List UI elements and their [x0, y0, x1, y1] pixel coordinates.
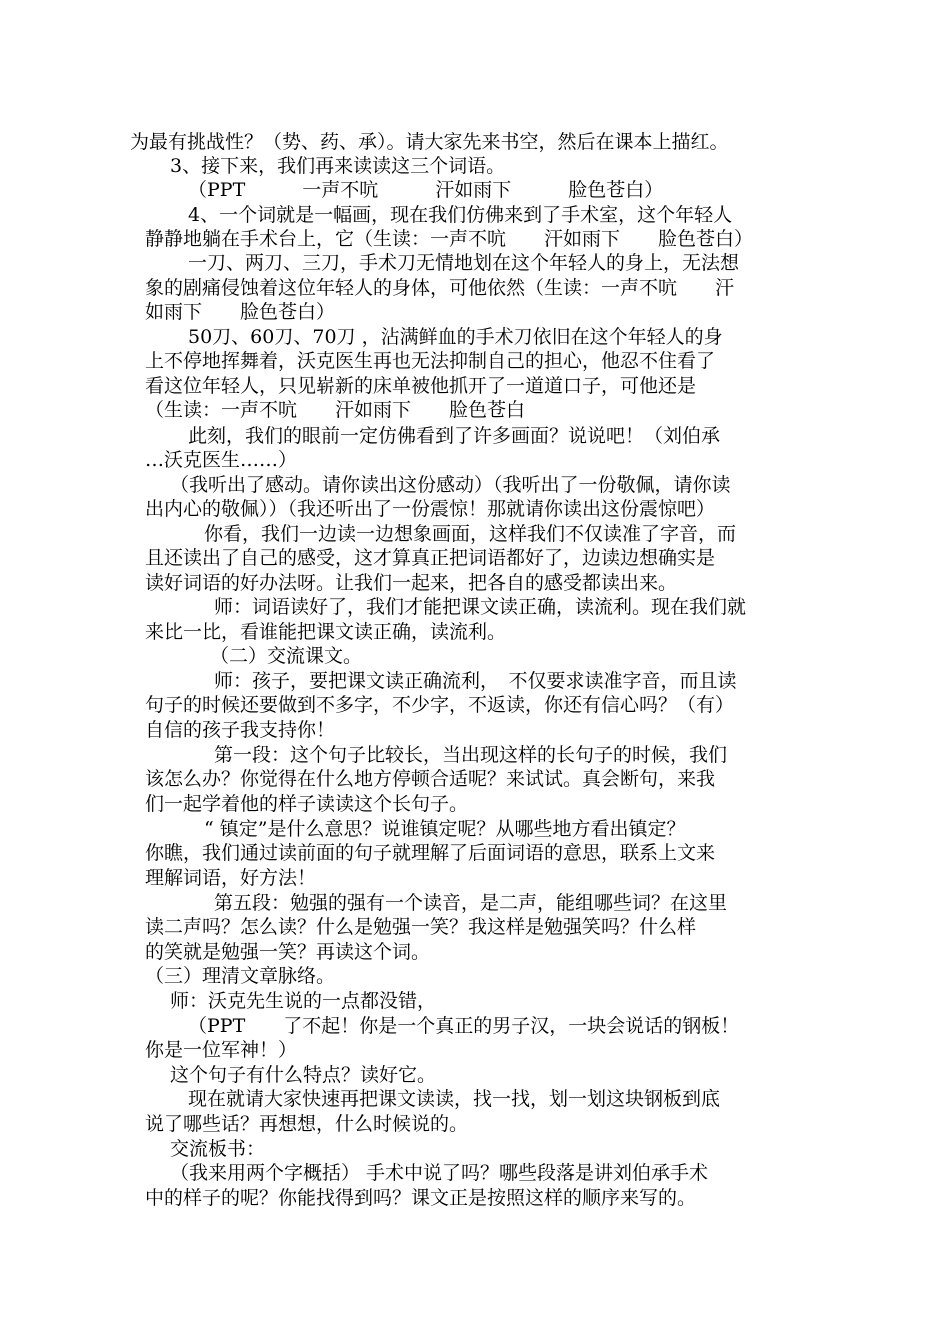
text-line: （PPT 一声不吭 汗如雨下 脸色苍白）: [188, 179, 664, 201]
text-line: 中的样子的呢？你能找得到吗？课文正是按照这样的顺序来写的。: [145, 1187, 697, 1209]
text-line: 自信的孩子我支持你！: [145, 719, 336, 741]
text-line: （PPT 了不起！你是一个真正的男子汉，一块会说话的钢板！: [188, 1015, 740, 1037]
text-line: 这个句子有什么特点？读好它。: [170, 1064, 437, 1086]
text-line: 你是一位军神！）: [145, 1039, 298, 1061]
text-line: 第一段：这个句子比较长，当出现这样的长句子的时候，我们: [214, 744, 728, 766]
section-heading: （二）交流课文。: [210, 645, 363, 667]
text-line: 句子的时候还要做到不多字，不少字，不返读，你还有信心吗？（有）: [145, 694, 735, 716]
text-line: 象的剧痛侵蚀着这位年轻人的身体，可他依然（生读：一声不吭 汗: [145, 277, 735, 299]
text-line: 的笑就是勉强一笑？再读这个词。: [145, 941, 431, 963]
text-line: 出内心的敬佩））（我还听出了一份震惊！那就请你读出这份震惊吧）: [145, 498, 716, 520]
text-line: 看这位年轻人，只见崭新的床单被他抓开了一道道口子，可他还是: [145, 375, 697, 397]
text-line: 上不停地挥舞着，沃克医生再也无法抑制自己的担心，他忍不住看了: [145, 350, 716, 372]
text-line: 第五段：勉强的强有一个读音，是二声，能组哪些词？在这里: [214, 892, 728, 914]
text-line: 50刀、60刀、70刀 ，沾满鲜血的手术刀依旧在这个年轻人的身: [188, 326, 723, 348]
text-line: 4、一个词就是一幅画，现在我们仿佛来到了手术室，这个年轻人: [188, 204, 733, 226]
text-line: 交流板书：: [170, 1138, 266, 1160]
text-line: 此刻，我们的眼前一定仿佛看到了许多画面？说说吧！（刘伯承: [188, 425, 721, 447]
text-line: 一刀、两刀、三刀，手术刀无情地划在这个年轻人的身上，无法想: [188, 252, 740, 274]
text-line: 理解词语，好方法！: [145, 867, 317, 889]
text-line: 师：词语读好了，我们才能把课文读正确，读流利。现在我们就: [214, 596, 747, 618]
text-line: 师：孩子，要把课文读正确流利， 不仅要求读准字音，而且读: [214, 670, 737, 692]
text-line: 们一起学着他的样子读读这个长句子。: [145, 793, 469, 815]
text-line: 3、接下来，我们再来读读这三个词语。: [170, 155, 506, 177]
text-line: “ 镇定”是什么意思？说谁镇定呢？从哪些地方看出镇定？: [204, 818, 686, 840]
text-line: 为最有挑战性？（势、药、承）。请大家先来书空，然后在课本上描红。: [130, 131, 729, 153]
text-line: …沃克医生……）: [145, 449, 298, 471]
text-line: （我听出了感动。请你读出这份感动）（我听出了一份敬佩，请你读: [170, 474, 731, 496]
text-line: （我来用两个字概括） 手术中说了吗？哪些段落是讲刘伯承手术: [170, 1162, 709, 1184]
text-line: 读二声吗？怎么读？什么是勉强一笑？我这样是勉强笑吗？什么样: [145, 916, 697, 938]
text-line: （生读：一声不吭 汗如雨下 脸色苍白: [145, 399, 526, 421]
text-line: 静静地躺在手术台上，它（生读：一声不吭 汗如雨下 脸色苍白）: [145, 228, 754, 250]
section-heading: （三）理清文章脉络。: [145, 965, 336, 987]
text-line: 师：沃克先生说的一点都没错，: [170, 990, 437, 1012]
text-line: 说了哪些话？再想想，什么时候说的。: [145, 1113, 469, 1135]
text-line: 你看，我们一边读一边想象画面，这样我们不仅读准了字音，而: [204, 523, 737, 545]
text-line: 如雨下 脸色苍白）: [145, 301, 336, 323]
text-line: 你瞧，我们通过读前面的句子就理解了后面词语的意思，联系上文来: [145, 842, 716, 864]
text-line: 该怎么办？你觉得在什么地方停顿合适呢？来试试。真会断句，来我: [145, 768, 716, 790]
text-line: 现在就请大家快速再把课文读读，找一找，划一划这块钢板到底: [188, 1088, 721, 1110]
text-line: 来比一比，看谁能把课文读正确，读流利。: [145, 621, 507, 643]
text-line: 且还读出了自己的感受，这才算真正把词语都好了，边读边想确实是: [145, 547, 716, 569]
text-line: 读好词语的好办法呀。让我们一起来，把各自的感受都读出来。: [145, 572, 678, 594]
